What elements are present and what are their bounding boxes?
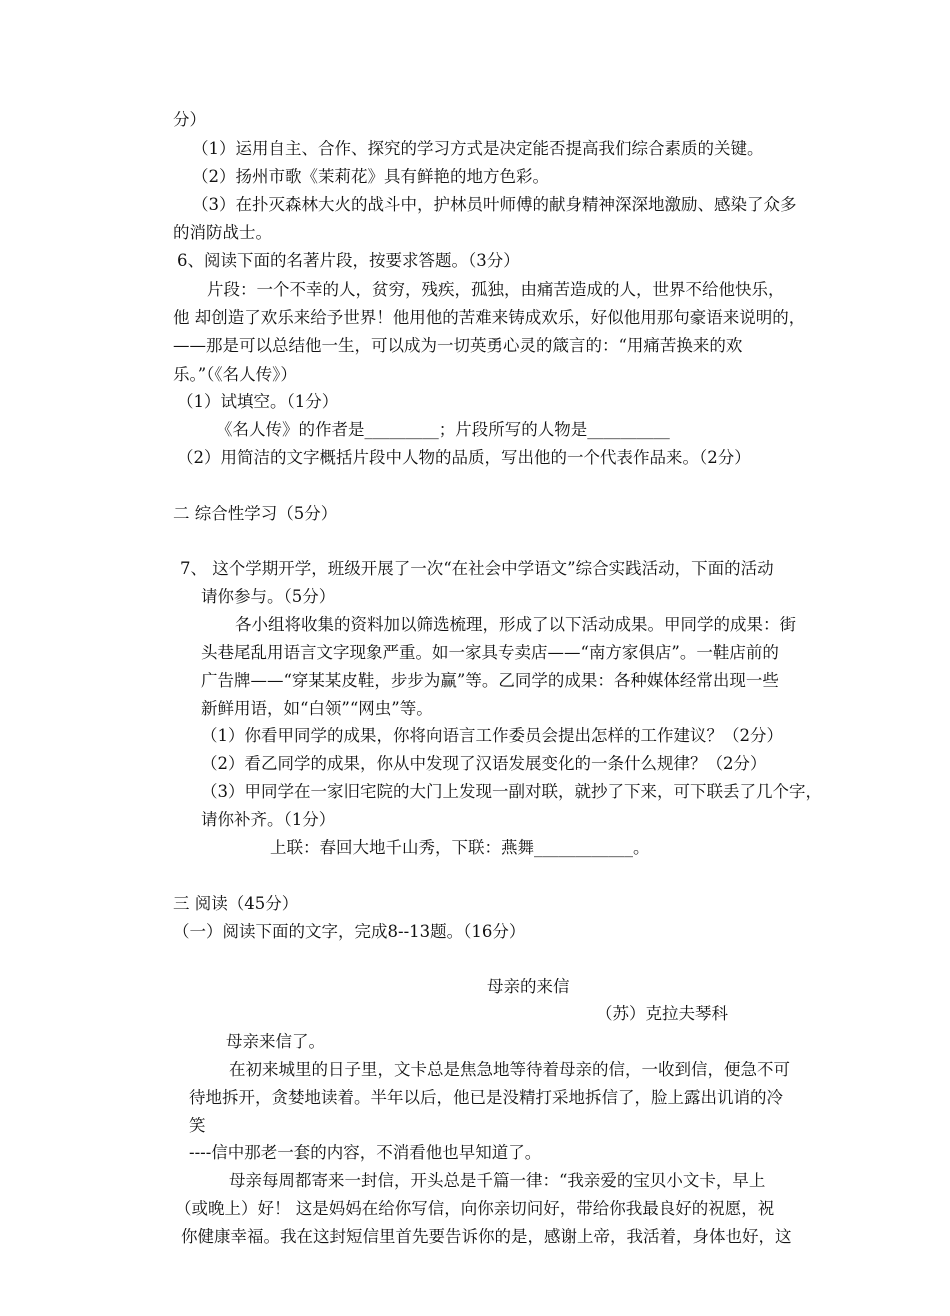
text-line-item-3: （3）在扑灭森林大火的战斗中，护林员叶师傅的献身精神深深地激励、感染了众多 [192, 195, 797, 214]
section-3-heading: 三 阅读（45分） [173, 894, 299, 913]
excerpt-line-3: ——那是可以总结他一生，可以成为一切英勇心灵的箴言的：“用痛苦换来的欢 [173, 336, 743, 355]
material-line-2: 头巷尾乱用语言文字现象严重。如一家具专卖店——“南方家俱店”。一鞋店前的 [201, 643, 779, 662]
text-line-item-1: （1）运用自主、合作、探究的学习方式是决定能否提高我们综合素质的关键。 [192, 139, 764, 158]
excerpt-line-2: 他 却创造了欢乐来给予世界！他用他的苦难来铸成欢乐，好似他用那句豪语来说明的， [173, 308, 806, 327]
article-line-5: ----信中那老一套的内容，不消看他也早知道了。 [189, 1143, 542, 1162]
question-7-heading: 7、 这个学期开学，班级开展了一次“在社会中学语文”综合实践活动，下面的活动 [180, 559, 774, 578]
article-line-1: 母亲来信了。 [226, 1032, 325, 1051]
reading-part-1-heading: （一）阅读下面的文字，完成8--13题。（16分） [173, 922, 526, 941]
question-7-3: （3）甲同学在一家旧宅院的大门上发现一副对联，就抄了下来，可下联丢了几个字， [201, 782, 822, 801]
question-7-heading-cont: 请你参与。（5分） [201, 587, 336, 606]
article-line-4: 笑 [189, 1116, 206, 1135]
article-line-7: （或晚上）好！ 这是妈妈在给你写信，向你亲切问好，带给你我最良好的祝愿，祝 [175, 1199, 775, 1218]
article-line-8: 你健康幸福。我在这封短信里首先要告诉你的是，感谢上帝，我活着，身体也好，这 [181, 1227, 792, 1246]
question-7-3-cont: 请你补齐。（1分） [201, 810, 336, 829]
article-line-3: 待地拆开，贪婪地读着。半年以后，他已是没精打采地拆信了，脸上露出讥诮的冷 [189, 1088, 783, 1107]
article-line-2: 在初来城里的日子里，文卡总是焦急地等待着母亲的信，一收到信，便急不可 [229, 1060, 790, 1079]
section-2-heading: 二 综合性学习（5分） [173, 504, 338, 523]
text-line-continuation: 分） [173, 110, 206, 129]
question-6-2: （2）用简洁的文字概括片段中人物的品质，写出他的一个代表作品来。（2分） [177, 448, 751, 467]
question-6-heading: 6、阅读下面的名著片段，按要求答题。（3分） [177, 251, 520, 270]
material-line-4: 新鲜用语，如“白领”“网虫”等。 [201, 699, 433, 718]
article-title: 母亲的来信 [487, 977, 570, 996]
text-line-item-3-cont: 的消防战士。 [173, 223, 272, 242]
article-line-6: 母亲每周都寄来一封信，开头总是千篇一律：“我亲爱的宝贝小文卡，早上 [229, 1171, 766, 1190]
material-line-3: 广告牌——“穿某某皮鞋，步步为赢”等。乙同学的成果：各种媒体经常出现一些 [201, 671, 779, 690]
fill-in-blank-line: 《名人传》的作者是_________；片段所写的人物是__________ [216, 420, 670, 439]
article-author: （苏）克拉夫琴科 [596, 1004, 728, 1023]
question-7-1: （1）你看甲同学的成果，你将向语言工作委员会提出怎样的工作建议？（2分） [201, 726, 783, 745]
material-line-1: 各小组将收集的资料加以筛选梳理，形成了以下活动成果。甲同学的成果：街 [235, 615, 796, 634]
excerpt-line-1: 片段：一个不幸的人，贫穷，残疾，孤独，由痛苦造成的人，世界不给他快乐， [207, 280, 785, 299]
question-7-2: （2）看乙同学的成果，你从中发现了汉语发展变化的一条什么规律？（2分） [201, 754, 767, 773]
question-6-1: （1）试填空。（1分） [177, 392, 339, 411]
couplet-line: 上联：春回大地千山秀，下联：燕舞____________。 [270, 838, 650, 857]
text-line-item-2: （2）扬州市歌《茉莉花》具有鲜艳的地方色彩。 [192, 167, 549, 186]
excerpt-line-4: 乐。”（《名人传》） [173, 365, 297, 384]
